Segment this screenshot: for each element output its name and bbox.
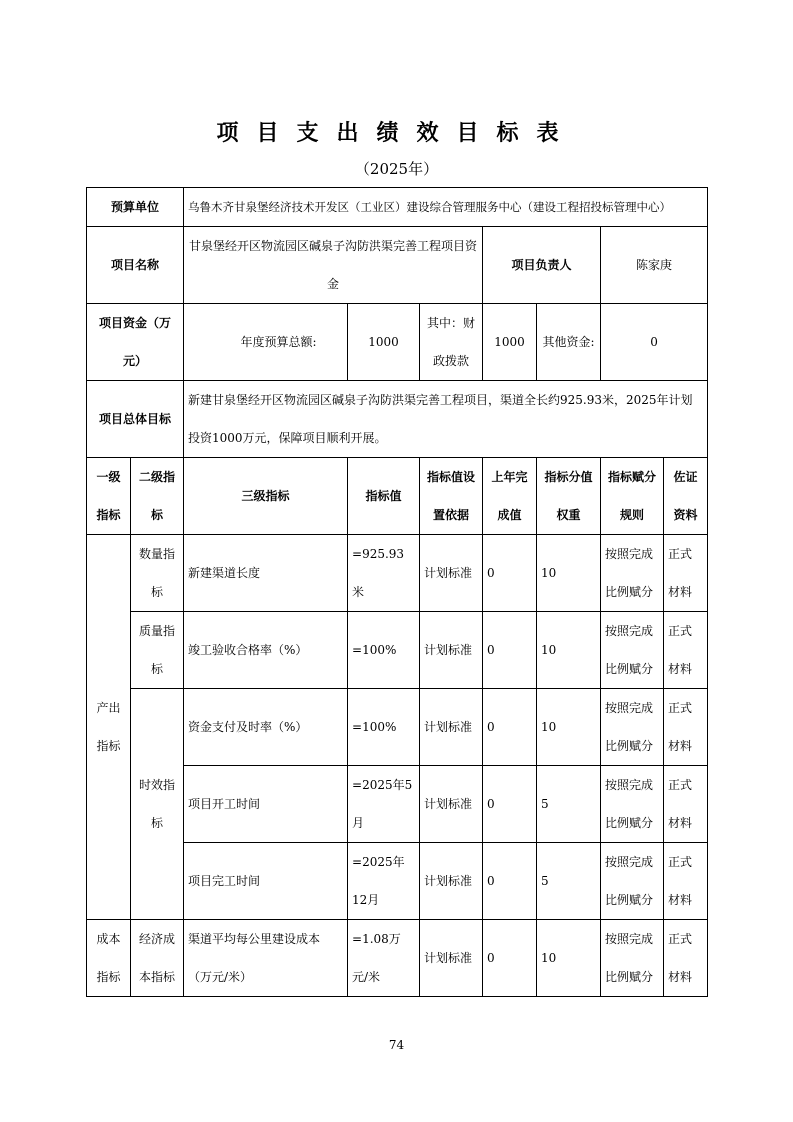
proof-cell: 正式材料 bbox=[664, 689, 708, 766]
indicator-value-cell: =2025年5月 bbox=[348, 766, 420, 843]
indicator-value-cell: =100% bbox=[348, 612, 420, 689]
basis-cell: 计划标准 bbox=[420, 920, 483, 997]
fiscal-label: 其中：财政拨款 bbox=[420, 304, 483, 381]
third-level-cell: 渠道平均每公里建设成本（万元/米） bbox=[184, 920, 348, 997]
page-title: 项目支出绩效目标表 bbox=[216, 121, 577, 146]
goal-label: 项目总体目标 bbox=[87, 381, 184, 458]
table-row bbox=[87, 920, 708, 997]
leader-label: 项目负责人 bbox=[483, 227, 601, 304]
proof-cell: 正式材料 bbox=[664, 535, 708, 612]
performance-table bbox=[86, 187, 708, 997]
rule-cell: 按照完成比例赋分 bbox=[601, 766, 664, 843]
indicator-value-cell: =100% bbox=[348, 689, 420, 766]
indicator-value-cell: =2025年12月 bbox=[348, 843, 420, 920]
name-value: 甘泉堡经开区物流园区碱泉子沟防洪渠完善工程项目资金 bbox=[184, 227, 483, 304]
group-quantity: 数量指标 bbox=[131, 535, 184, 612]
proof-cell: 正式材料 bbox=[664, 920, 708, 997]
group-output: 产出指标 bbox=[87, 535, 131, 920]
name-label: 项目名称 bbox=[87, 227, 184, 304]
basis-cell: 计划标准 bbox=[420, 766, 483, 843]
funds-label: 项目资金（万元） bbox=[87, 304, 184, 381]
third-level-cell: 项目开工时间 bbox=[184, 766, 348, 843]
name-row bbox=[87, 227, 708, 304]
year-subtitle: （2025年） bbox=[354, 160, 439, 178]
col-basis: 指标值设置依据 bbox=[420, 458, 483, 535]
basis-cell: 计划标准 bbox=[420, 535, 483, 612]
rule-cell: 按照完成比例赋分 bbox=[601, 612, 664, 689]
col-rule: 指标赋分规则 bbox=[601, 458, 664, 535]
third-level-cell: 资金支付及时率（%） bbox=[184, 689, 348, 766]
leader-value: 陈家庚 bbox=[601, 227, 708, 304]
third-level-cell: 新建渠道长度 bbox=[184, 535, 348, 612]
fiscal-value: 1000 bbox=[483, 304, 537, 381]
other-funds-label: 其他资金: bbox=[537, 304, 601, 381]
weight-cell: 10 bbox=[537, 612, 601, 689]
indicator-value-cell: =1.08万元/米 bbox=[348, 920, 420, 997]
col-level2: 二级指标 bbox=[131, 458, 184, 535]
third-level-cell: 项目完工时间 bbox=[184, 843, 348, 920]
basis-cell: 计划标准 bbox=[420, 843, 483, 920]
weight-cell: 5 bbox=[537, 843, 601, 920]
other-funds-value: 0 bbox=[601, 304, 708, 381]
funds-row bbox=[87, 304, 708, 381]
weight-cell: 10 bbox=[537, 535, 601, 612]
annual-budget-value: 1000 bbox=[348, 304, 420, 381]
col-level3: 三级指标 bbox=[184, 458, 348, 535]
col-prev: 上年完成值 bbox=[483, 458, 537, 535]
proof-cell: 正式材料 bbox=[664, 766, 708, 843]
rule-cell: 按照完成比例赋分 bbox=[601, 920, 664, 997]
rule-cell: 按照完成比例赋分 bbox=[601, 689, 664, 766]
col-level1: 一级指标 bbox=[87, 458, 131, 535]
prev-value-cell: 0 bbox=[483, 535, 537, 612]
group-econ-cost: 经济成本指标 bbox=[131, 920, 184, 997]
goal-value: 新建甘泉堡经开区物流园区碱泉子沟防洪渠完善工程项目，渠道全长约925.93米，2025年计划投资1000万元，保障项目顺利开展。 bbox=[184, 381, 708, 458]
proof-cell: 正式材料 bbox=[664, 843, 708, 920]
prev-value-cell: 0 bbox=[483, 689, 537, 766]
table-row bbox=[87, 535, 708, 612]
group-timeliness: 时效指标 bbox=[131, 689, 184, 920]
rule-cell: 按照完成比例赋分 bbox=[601, 843, 664, 920]
weight-cell: 5 bbox=[537, 766, 601, 843]
proof-cell: 正式材料 bbox=[664, 612, 708, 689]
group-quality: 质量指标 bbox=[131, 612, 184, 689]
col-proof: 佐证资料 bbox=[664, 458, 708, 535]
prev-value-cell: 0 bbox=[483, 920, 537, 997]
unit-value: 乌鲁木齐甘泉堡经济技术开发区（工业区）建设综合管理服务中心（建设工程招投标管理中心） bbox=[184, 188, 708, 227]
third-level-cell: 竣工验收合格率（%） bbox=[184, 612, 348, 689]
goal-row bbox=[87, 381, 708, 458]
weight-cell: 10 bbox=[537, 920, 601, 997]
rule-cell: 按照完成比例赋分 bbox=[601, 535, 664, 612]
basis-cell: 计划标准 bbox=[420, 689, 483, 766]
basis-cell: 计划标准 bbox=[420, 612, 483, 689]
group-cost: 成本指标 bbox=[87, 920, 131, 997]
unit-label: 预算单位 bbox=[87, 188, 184, 227]
table-row bbox=[87, 612, 708, 689]
col-value: 指标值 bbox=[348, 458, 420, 535]
col-weight: 指标分值权重 bbox=[537, 458, 601, 535]
prev-value-cell: 0 bbox=[483, 843, 537, 920]
column-header-row bbox=[87, 458, 708, 535]
prev-value-cell: 0 bbox=[483, 612, 537, 689]
table-row bbox=[87, 689, 708, 766]
indicator-value-cell: =925.93米 bbox=[348, 535, 420, 612]
page-number: 74 bbox=[388, 1038, 405, 1052]
annual-budget-label: 年度预算总额: bbox=[184, 304, 348, 381]
weight-cell: 10 bbox=[537, 689, 601, 766]
prev-value-cell: 0 bbox=[483, 766, 537, 843]
unit-row bbox=[87, 188, 708, 227]
